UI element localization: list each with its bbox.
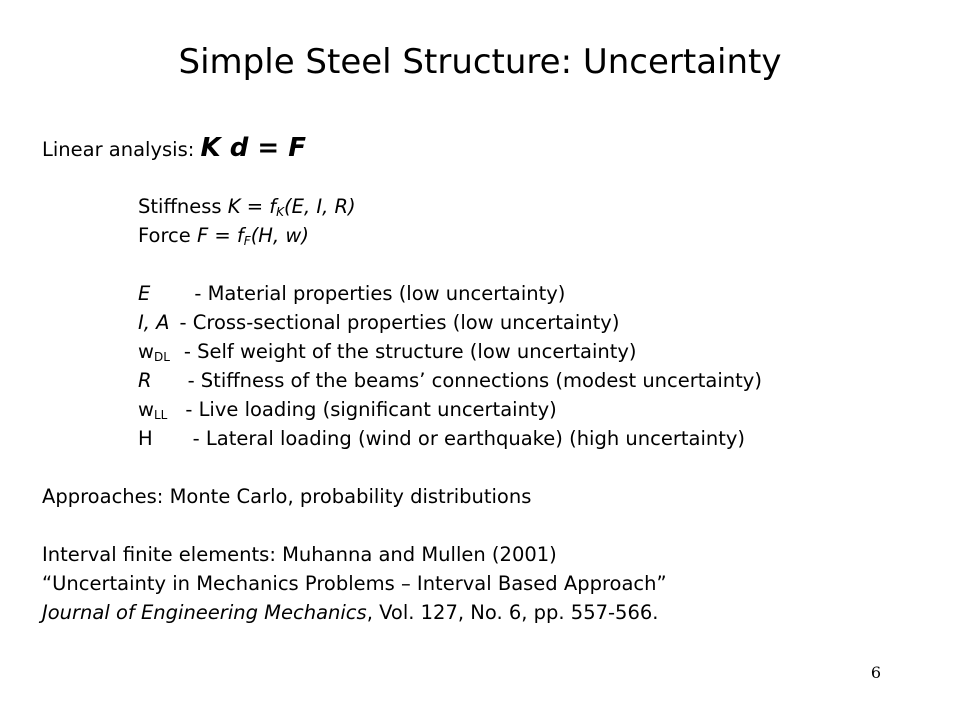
linear-analysis-label: Linear analysis: bbox=[42, 138, 201, 161]
approaches-line: Approaches: Monte Carlo, probability distributions bbox=[42, 485, 532, 508]
parameter-row bbox=[42, 424, 942, 453]
parameter-desc: - Material properties (low uncertainty) bbox=[194, 282, 566, 305]
stiffness-var: K = f bbox=[227, 195, 277, 218]
parameter-symbol: H bbox=[138, 427, 153, 450]
force-formula bbox=[197, 224, 309, 247]
reference-line-3 bbox=[42, 598, 942, 627]
stiffness-formula bbox=[228, 195, 356, 218]
parameter-row bbox=[42, 308, 942, 337]
spacer bbox=[42, 453, 942, 482]
parameter-desc: - Live loading (significant uncertainty) bbox=[185, 398, 557, 421]
force-sub: F bbox=[243, 234, 251, 248]
parameter-sub: DL bbox=[153, 350, 170, 364]
parameter-desc: - Cross-sectional properties (low uncertainty) bbox=[179, 311, 620, 334]
slide-body bbox=[42, 134, 942, 627]
parameter-symbol: w bbox=[138, 398, 154, 421]
reference-journal: Journal of Engineering Mechanics bbox=[42, 601, 367, 624]
parameter-desc: - Lateral loading (wind or earthquake) (high uncertainty) bbox=[192, 427, 746, 450]
spacer bbox=[42, 511, 942, 540]
stiffness-sub: K bbox=[276, 205, 285, 219]
force-prefix: Force bbox=[138, 224, 197, 247]
linear-analysis-equation: K d = F bbox=[200, 133, 306, 163]
parameter-desc: - Self weight of the structure (low uncertainty) bbox=[183, 340, 637, 363]
reference-details: , Vol. 127, No. 6, pp. 557-566. bbox=[366, 601, 659, 624]
force-line bbox=[42, 221, 942, 250]
spacer bbox=[42, 163, 942, 192]
slide-title: Simple Steel Structure: Uncertainty bbox=[178, 42, 782, 82]
parameter-row bbox=[42, 279, 942, 308]
parameter-row bbox=[42, 337, 942, 366]
stiffness-args: (E, I, R) bbox=[284, 195, 356, 218]
parameter-sub: LL bbox=[153, 408, 168, 422]
reference-line-1: Interval finite elements: Muhanna and Mullen (2001) bbox=[42, 543, 557, 566]
parameter-symbol: w bbox=[138, 340, 154, 363]
parameter-row bbox=[42, 366, 942, 395]
parameter-symbol: R bbox=[138, 369, 152, 392]
stiffness-prefix: Stiffness bbox=[138, 195, 228, 218]
parameter-desc: - Stiffness of the beams’ connections (modest uncertainty) bbox=[187, 369, 762, 392]
force-args: (H, w) bbox=[250, 224, 309, 247]
parameter-symbol: E bbox=[138, 282, 151, 305]
reference-line-2: “Uncertainty in Mechanics Problems – Interval Based Approach” bbox=[42, 572, 667, 595]
linear-analysis-line bbox=[42, 134, 942, 163]
parameter-row bbox=[42, 395, 942, 424]
spacer bbox=[42, 250, 942, 279]
parameter-symbol: I, A bbox=[138, 311, 170, 334]
stiffness-line bbox=[42, 192, 942, 221]
page-number: 6 bbox=[870, 663, 881, 682]
force-var: F = f bbox=[196, 224, 244, 247]
